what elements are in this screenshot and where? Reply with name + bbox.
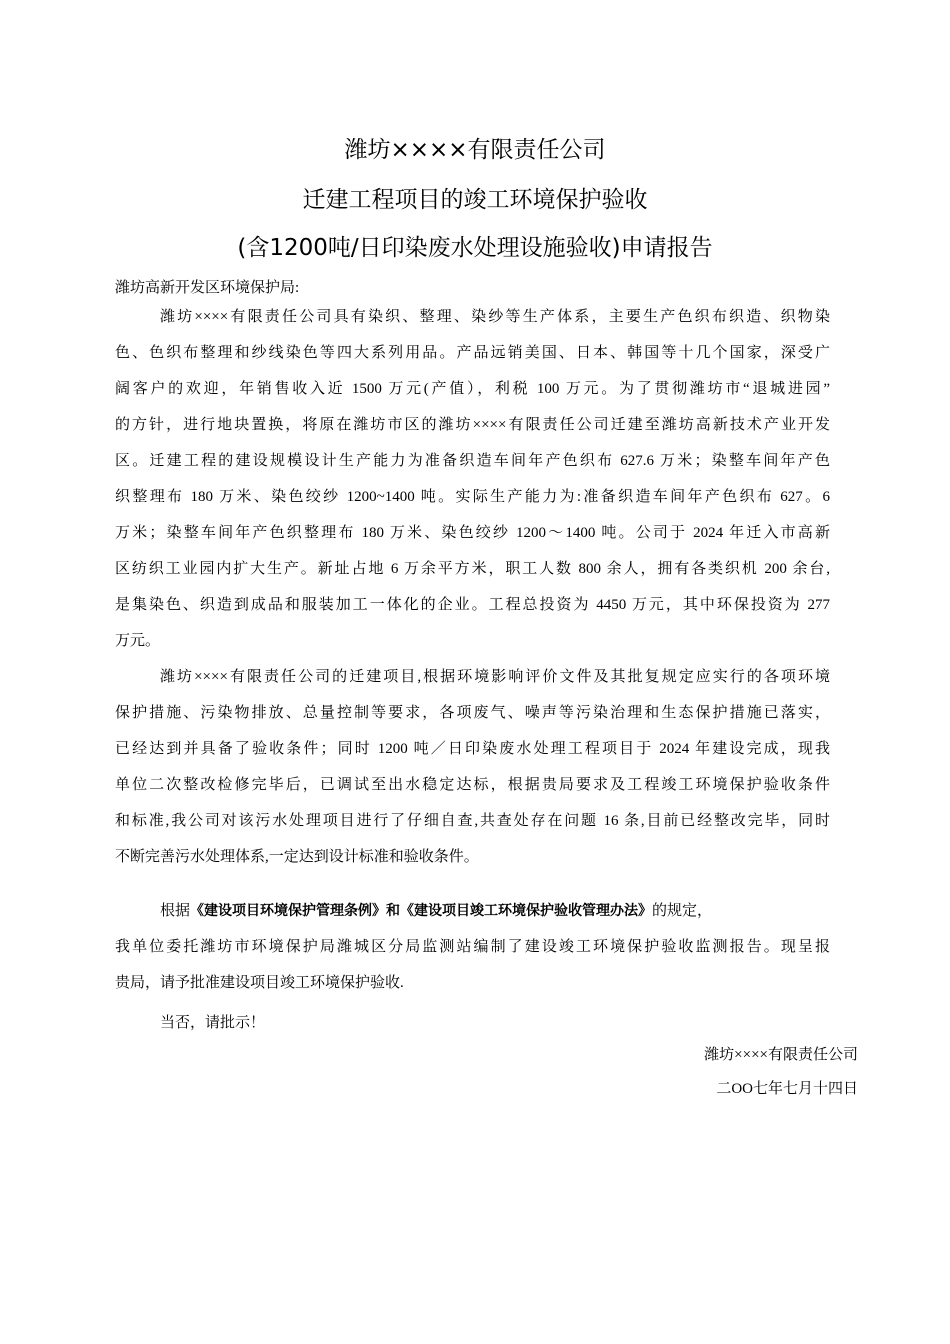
title-company: 潍坊××××有限责任公司	[344, 137, 606, 163]
paragraph-line: 织整理布 180 万米、染色绞纱 1200~1400 吨。实际生产能力为:准备织造车间年产色织布 627。6	[115, 489, 830, 505]
paragraph-line: 我单位委托潍坊市环境保护局潍城区分局监测站编制了建设竣工环境保护验收监测报告。现呈报	[115, 939, 830, 955]
paragraph-line: 潍坊××××有限责任公司的迁建项目,根据环境影响评价文件及其批复规定应实行的各项环境	[160, 669, 830, 685]
paragraph-line: 保护措施、污染物排放、总量控制等要求，各项废气、噪声等污染治理和生态保护措施已落实，	[115, 705, 830, 721]
paragraph-line: 已经达到并具备了验收条件；同时 1200 吨／日印染废水处理工程项目于 2024 年建设完成，现我	[115, 741, 830, 757]
paragraph-line: 区。迁建工程的建设规模设计生产能力为准备织造车间年产色织布 627.6 万米；染整车间年产色	[115, 453, 830, 469]
title-project: 迁建工程项目的竣工环境保护验收	[302, 187, 648, 213]
salutation: 潍坊高新开发区环境保护局:	[115, 280, 300, 296]
closing-line: 当否，请批示！	[160, 1015, 266, 1031]
paragraph-line: 贵局，请予批准建设项目竣工环境保护验收.	[115, 975, 404, 991]
paragraph-line: 区纺织工业园内扩大生产。新址占地 6 万余平方米，职工人数 800 余人，拥有各类织机 200 余台,	[115, 561, 830, 577]
paragraph-line: 的方针，进行地块置换，将原在潍坊市区的潍坊××××有限责任公司迁建至潍坊高新技术产业开发	[115, 417, 830, 433]
paragraph-line: 潍坊××××有限责任公司具有染织、整理、染纱等生产体系，主要生产色织布织造、织物染	[160, 309, 830, 325]
paragraph-line: 阔客户的欢迎，年销售收入近 1500 万元(产值），利税 100 万元。为了贯彻潍坊市“退城进园”	[115, 381, 830, 397]
paragraph-line: 色、色织布整理和纱线染色等四大系列用品。产品远销美国、日本、韩国等十几个国家，深受广	[115, 345, 830, 361]
paragraph-line: 万米；染整车间年产色织整理布 180 万米、染色绞纱 1200～1400 吨。公司于 2024 年迁入市高新	[115, 525, 830, 541]
paragraph-line	[115, 900, 830, 936]
paragraph-3-prefix: 根据	[160, 903, 191, 919]
paragraph-line: 不断完善污水处理体系,一定达到设计标准和验收条件。	[115, 849, 479, 865]
date: 二OO七年七月十四日	[716, 1081, 858, 1097]
paragraph-line: 单位二次整改检修完毕后，已调试至出水稳定达标，根据贵局要求及工程竣工环境保护验收条件	[115, 777, 830, 793]
title-report: (含1200吨/日印染废水处理设施验收)申请报告	[237, 235, 713, 261]
paragraph-line: 和标准,我公司对该污水处理项目进行了仔细自查,共查处存在问题 16 条,目前已经整改完毕，同时	[115, 813, 830, 829]
paragraph-3-suffix: 的规定，	[652, 903, 713, 919]
paragraph-line: 是集染色、织造到成品和服装加工一体化的企业。工程总投资为 4450 万元，其中环保投资为 277	[115, 597, 830, 613]
signature: 潍坊××××有限责任公司	[704, 1047, 858, 1063]
regulation-names: 《建设项目环境保护管理条例》和《建设项目竣工环境保护验收管理办法》	[190, 903, 653, 919]
paragraph-line: 万元。	[115, 633, 161, 649]
